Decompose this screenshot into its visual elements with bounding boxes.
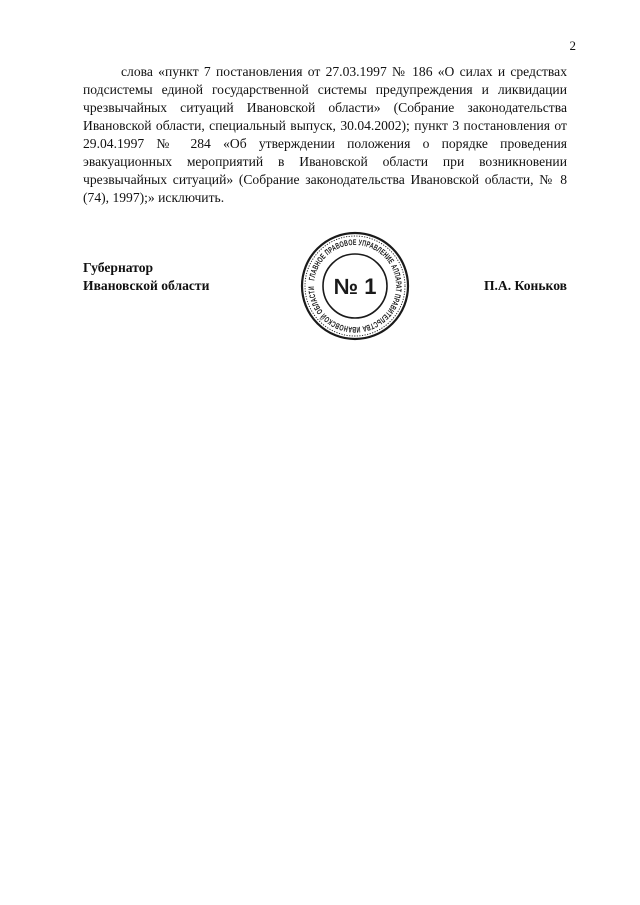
stamp-center-text: № 1 [333,274,377,299]
signer-title-line1: Губернатор [83,260,154,275]
signer-title-line2: Ивановской области [83,278,210,293]
signature-block [83,237,567,349]
signer-name: П.А. Коньков [483,278,567,293]
stamp-ring-text: ГЛАВНОЕ ПРАВОВОЕ УПРАВЛЕНИЕ АППАРАТ ПРАВИТЕЛЬСТВА ИВАНОВСКОЙ ОБЛАСТИ [306,237,404,335]
signer-title [83,259,209,295]
body-paragraph [83,63,567,207]
page-number: 2 [569,38,576,53]
body-paragraph-text: слова «пункт 7 постановления от 27.03.1997 № 186 «О силах и средствах подсистемы единой государственной системы предупреждения и ликвидации чрезвычайных ситуаций Ивановской области» (Собрание законодательства Ивановской области, специальный выпуск, 30.04.2002); пункт 3 постановления от 29.04.1997 № 284 «Об утверждении положения о порядке проведения эвакуационных мероприятий в Ивановской области при возникновении чрезвычайных ситуаций» (Собрание законодательства Ивановской области, № 8 (74), 1997);» исключить. [83,64,567,205]
official-stamp [299,230,411,342]
